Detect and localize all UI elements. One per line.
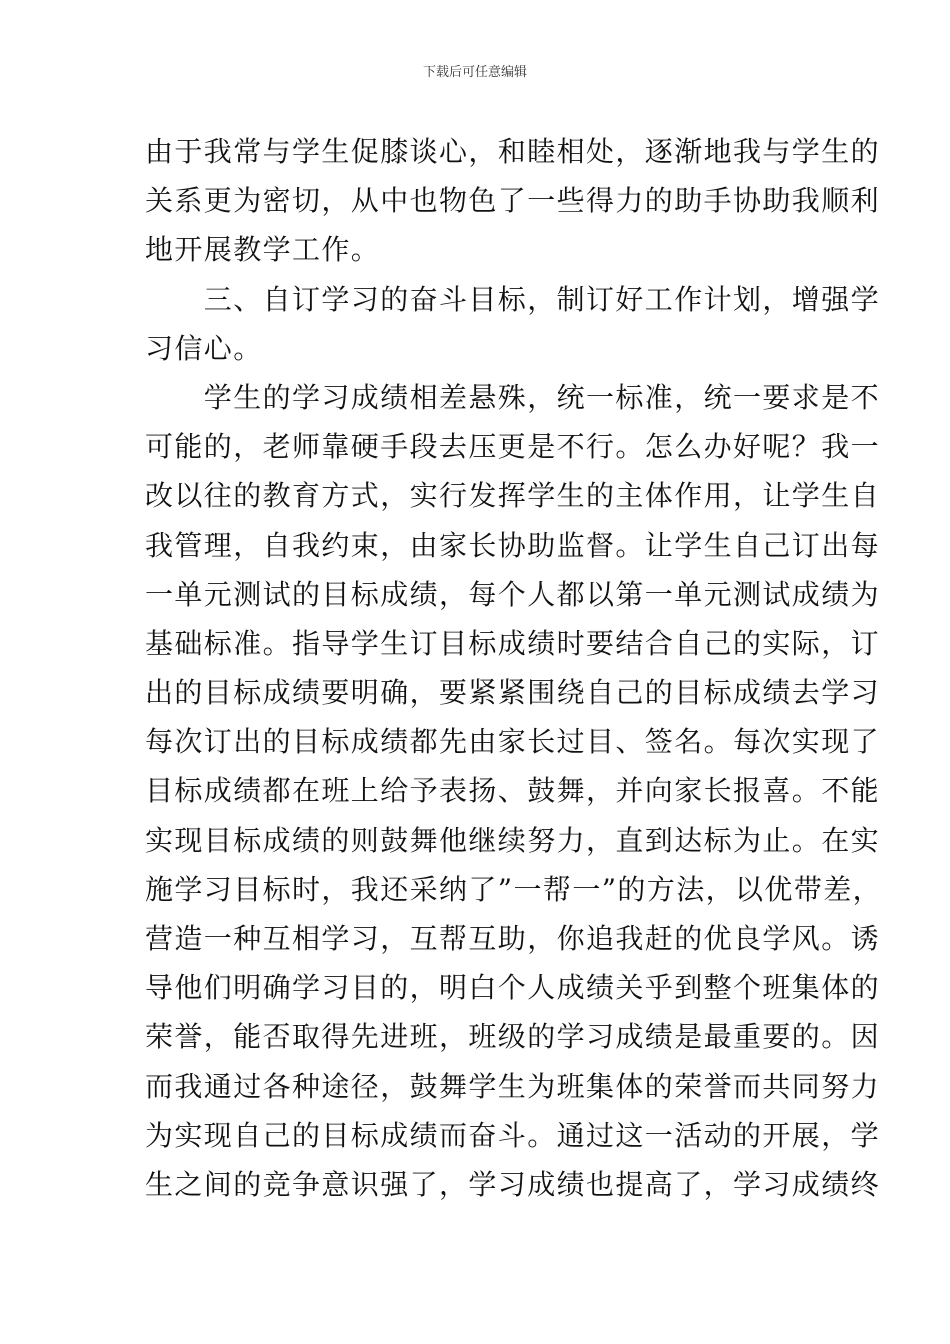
text-line: 一单元测试的目标成绩，每个人都以第一单元测试成绩为 [145,577,881,611]
text-line: 改以往的教育方式，实行发挥学生的主体作用，让学生自 [145,479,881,513]
text-line: 由于我常与学生促膝谈心，和睦相处，逐渐地我与学生的 [145,135,881,168]
text-line: 导他们明确学习目的，明白个人成绩关乎到整个班集体的 [145,971,881,1005]
text-line: 出的目标成绩要明确，要紧紧围绕自己的目标成绩去学习 [145,676,881,710]
document-body [145,127,883,1209]
text-line: 基础标准。指导学生订目标成绩时要结合自己的实际，订 [145,626,881,660]
text-line: 实现目标成绩的则鼓舞他继续努力，直到达标为止。在实 [145,823,881,857]
text-line: 生之间的竞争意识强了，学习成绩也提高了，学习成绩终 [145,1167,881,1201]
text-line: 地开展教学工作。 [145,233,381,267]
page-header: 下载后可任意编辑 [422,65,527,80]
text-line: 为实现自己的目标成绩而奋斗。通过这一活动的开展，学 [145,1118,881,1152]
text-line: 三、自订学习的奋斗目标，制订好工作计划，增强学 [145,282,881,316]
text-line: 我管理，自我约束，由家长协助监督。让学生自己订出每 [145,528,881,562]
text-line: 每次订出的目标成绩都先由家长过目、签名。每次实现了 [145,725,881,759]
text-line: 荣誉，能否取得先进班，班级的学习成绩是最重要的。因 [145,1020,881,1054]
text-line: 可能的，老师靠硬手段去压更是不行。怎么办好呢？我一 [145,430,881,464]
text-line: 营造一种互相学习，互帮互助，你追我赶的优良学风。诱 [145,922,881,955]
text-line: 学生的学习成绩相差悬殊，统一标准，统一要求是不 [145,380,881,414]
text-line: 施学习目标时，我还采纳了”一帮一”的方法，以优带差， [145,872,883,906]
text-line: 目标成绩都在班上给予表扬、鼓舞，并向家长报喜。不能 [145,774,881,808]
text-line: 而我通过各种途径，鼓舞学生为班集体的荣誉而共同努力 [145,1069,881,1103]
text-line: 关系更为密切，从中也物色了一些得力的助手协助我顺利 [145,184,881,218]
text-line: 习信心。 [145,331,263,365]
